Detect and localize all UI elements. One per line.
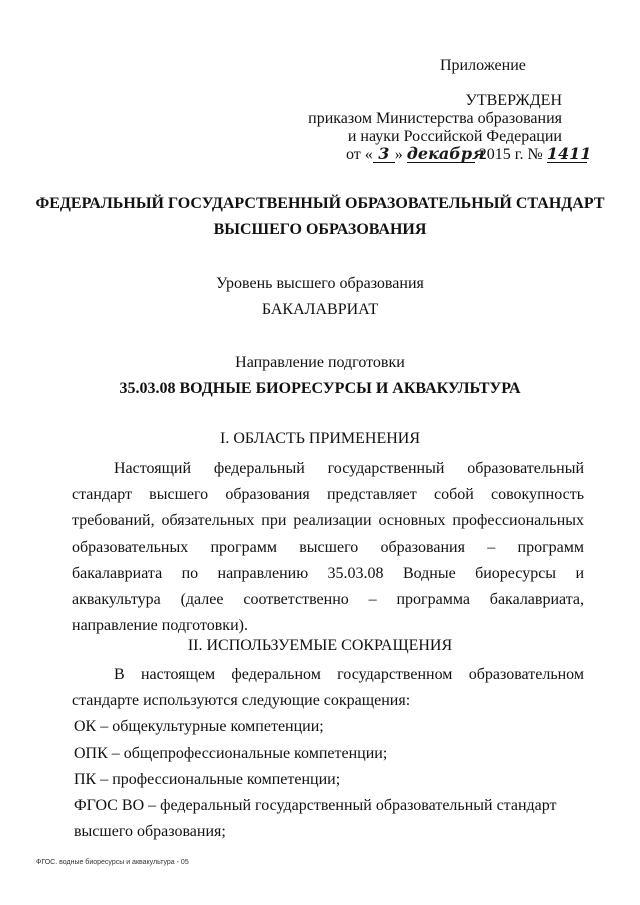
- list-item: ФГОС ВО – федеральный государственный образовательный стандарт: [74, 797, 557, 814]
- appendix-label: Приложение: [440, 57, 526, 74]
- list-item: ОК – общекультурные компетенции;: [74, 718, 324, 735]
- page-footer: ФГОС. водные биоресурсы и аквакультура - 05: [36, 859, 189, 866]
- order-line-1: приказом Министерства образования: [308, 110, 562, 127]
- date-day-handwritten: 3: [373, 146, 395, 163]
- training-direction-label: Направление подготовки: [235, 354, 405, 371]
- section-1-paragraph: Настоящий федеральный государственный образовательный стандарт высшего образования представляет собой совокупность требований, обязательных при реализации основных профессиональных образовательных программ высшего образования – программ бакалавриата по направлению 35.03.08 Водные биоресурсы и аквакультура (далее соответственно – программа бакалавриата, направление подготовки).: [72, 460, 584, 635]
- date-prefix: от «: [346, 146, 373, 163]
- list-item: ОПК – общепрофессиональные компетенции;: [74, 745, 388, 762]
- order-number-handwritten: 1411: [546, 144, 592, 163]
- section-1-heading: I. ОБЛАСТЬ ПРИМЕНЕНИЯ: [219, 430, 421, 447]
- date-month-handwritten: декабря: [406, 144, 485, 163]
- list-item-continuation: высшего образования;: [74, 823, 226, 840]
- section-2-intro: В настоящем федеральном государственном образовательном стандарте используются следующие сокращения:: [72, 666, 584, 710]
- training-direction-value: 35.03.08 ВОДНЫЕ БИОРЕСУРСЫ И АКВАКУЛЬТУРА: [119, 380, 521, 397]
- education-level-label: Уровень высшего образования: [216, 275, 424, 292]
- date-mid: »: [394, 146, 403, 163]
- list-item: ПК – профессиональные компетенции;: [74, 771, 341, 788]
- document-title-line-1: ФЕДЕРАЛЬНЫЙ ГОСУДАРСТВЕННЫЙ ОБРАЗОВАТЕЛЬНЫЙ СТАНДАРТ: [35, 195, 605, 212]
- document-title-line-2: ВЫСШЕГО ОБРАЗОВАНИЯ: [213, 221, 427, 238]
- date-year: 2015 г. №: [478, 146, 543, 163]
- order-date-line: [346, 144, 592, 163]
- education-level-value: БАКАЛАВРИАТ: [261, 301, 379, 318]
- order-line-2: и науки Российской Федерации: [347, 128, 562, 145]
- approved-stamp-text: УТВЕРЖДЕН: [465, 92, 562, 109]
- section-2-heading: II. ИСПОЛЬЗУЕМЫЕ СОКРАЩЕНИЯ: [187, 637, 453, 654]
